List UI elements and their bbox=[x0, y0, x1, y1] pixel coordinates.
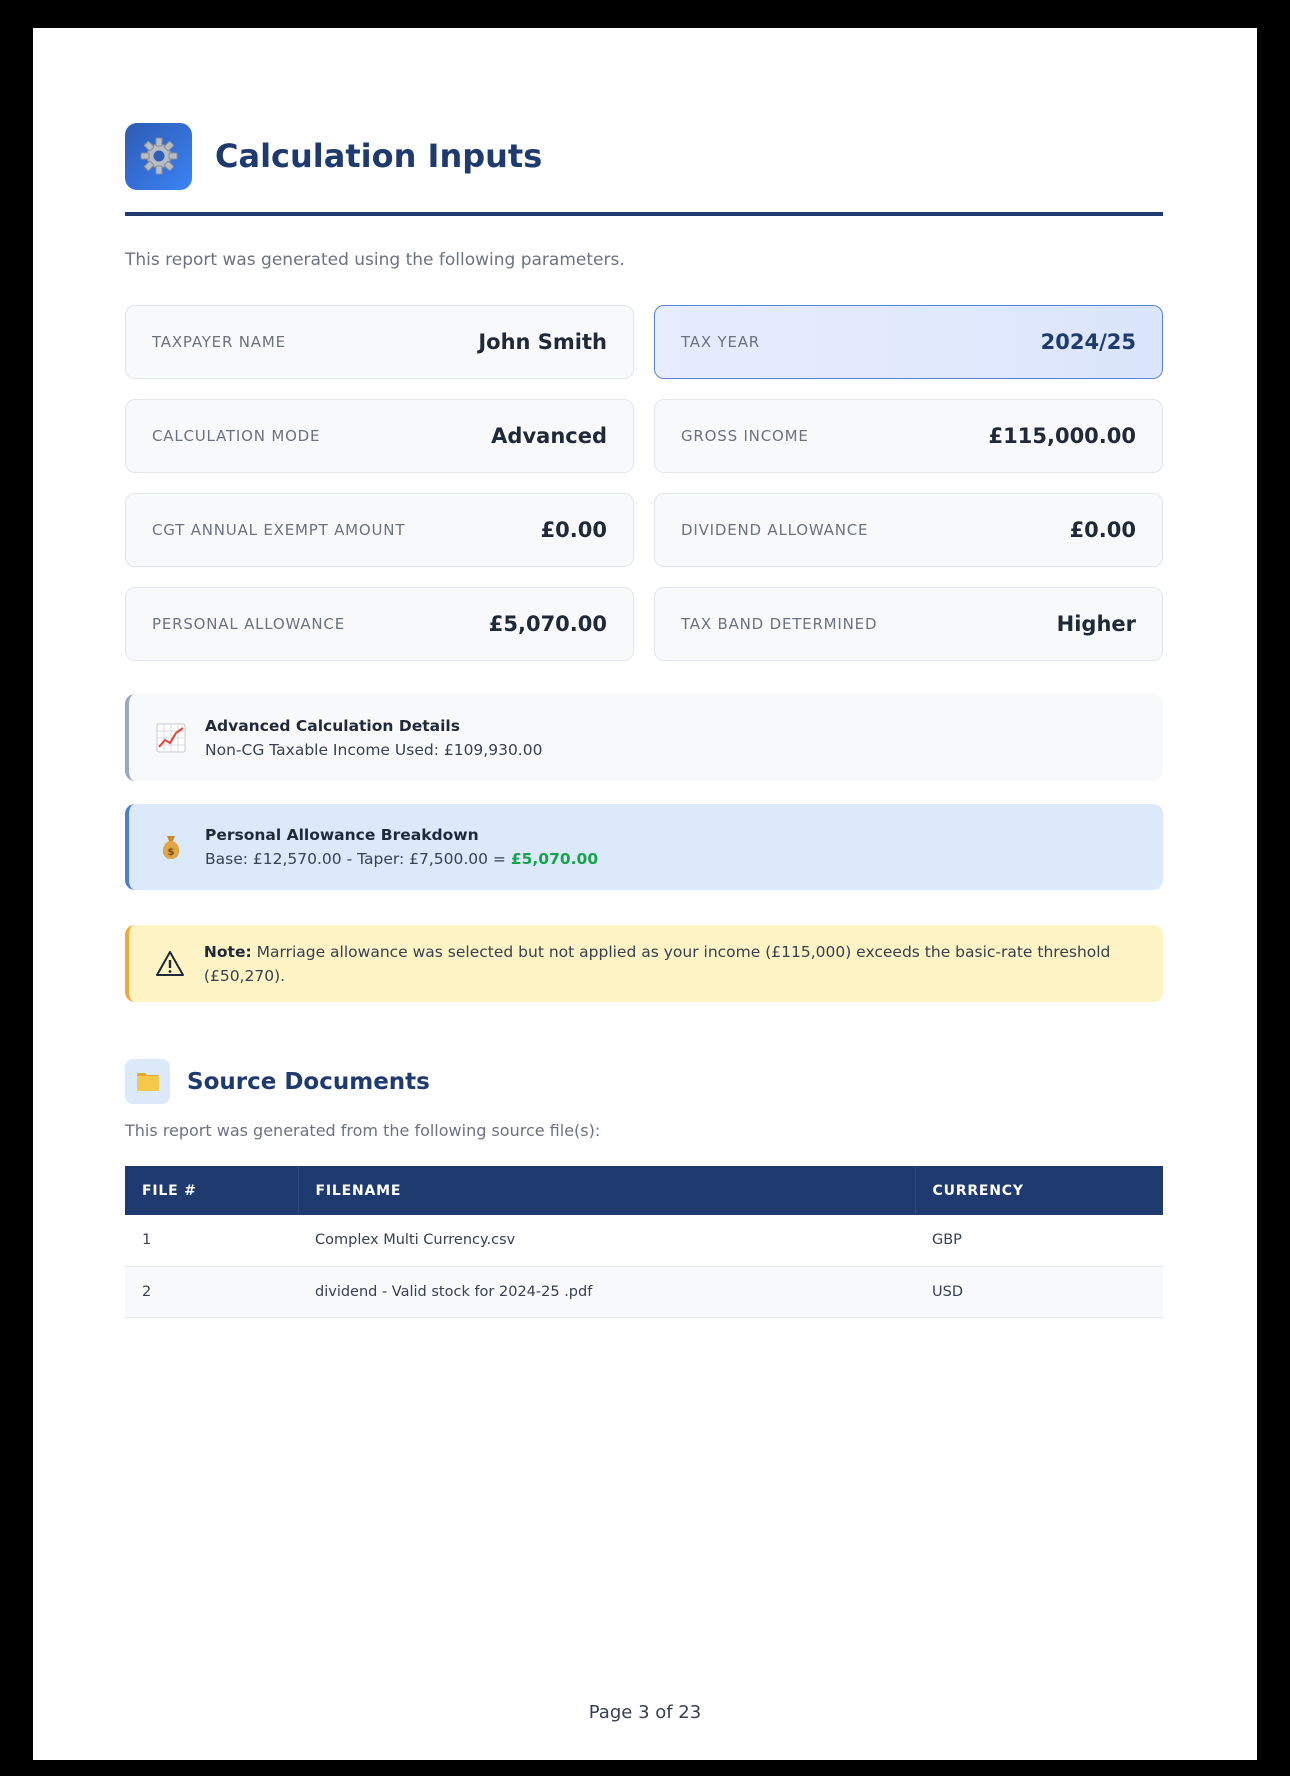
column-header-currency: CURRENCY bbox=[915, 1166, 1163, 1215]
report-page bbox=[33, 28, 1257, 1760]
table-row bbox=[125, 1266, 1163, 1317]
param-value: £5,070.00 bbox=[488, 612, 607, 636]
param-calculation-mode bbox=[125, 399, 634, 473]
cell-currency: USD bbox=[915, 1266, 1163, 1317]
header-divider bbox=[125, 212, 1163, 216]
note-box bbox=[125, 925, 1163, 1002]
note-label: Note: bbox=[203, 942, 252, 961]
folder-icon bbox=[125, 1059, 170, 1104]
param-gross-income bbox=[654, 399, 1163, 473]
param-value: Advanced bbox=[491, 424, 607, 448]
param-tax-band bbox=[654, 587, 1163, 661]
intro-text: This report was generated using the following parameters. bbox=[125, 250, 625, 270]
parameters-grid bbox=[125, 305, 1163, 661]
table-header-row bbox=[125, 1166, 1163, 1215]
page-number: Page 3 of 23 bbox=[588, 1702, 702, 1723]
allowance-breakdown-title: Personal Allowance Breakdown bbox=[205, 826, 479, 844]
source-documents-intro: This report was generated from the following source file(s): bbox=[125, 1121, 601, 1140]
cell-filename: dividend - Valid stock for 2024-25 .pdf bbox=[298, 1266, 915, 1317]
note-text: Marriage allowance was selected but not applied as your income (£115,000) exceeds the basic-rate threshold (£50,270). bbox=[203, 942, 1111, 985]
source-documents-header bbox=[125, 1059, 1163, 1104]
source-documents-table bbox=[125, 1166, 1163, 1318]
param-value: Higher bbox=[1056, 612, 1136, 636]
param-label: CGT ANNUAL EXEMPT AMOUNT bbox=[152, 521, 406, 539]
allowance-breakdown-result: £5,070.00 bbox=[510, 850, 599, 868]
param-label: DIVIDEND ALLOWANCE bbox=[681, 521, 869, 539]
section-header bbox=[125, 122, 1163, 190]
table-row bbox=[125, 1215, 1163, 1266]
param-personal-allowance bbox=[125, 587, 634, 661]
report-content bbox=[125, 122, 1163, 1318]
advanced-details-box bbox=[125, 694, 1163, 781]
param-value: 2024/25 bbox=[1040, 330, 1136, 354]
cell-currency: GBP bbox=[915, 1215, 1163, 1266]
param-label: PERSONAL ALLOWANCE bbox=[152, 615, 345, 633]
allowance-breakdown-text: Base: £12,570.00 - Taper: £7,500.00 = bbox=[205, 850, 511, 868]
param-label: GROSS INCOME bbox=[681, 427, 809, 445]
param-value: £0.00 bbox=[540, 518, 607, 542]
param-label: TAXPAYER NAME bbox=[152, 333, 286, 351]
money-bag-icon bbox=[155, 831, 187, 863]
param-value: £0.00 bbox=[1069, 518, 1136, 542]
param-taxpayer-name bbox=[125, 305, 634, 379]
source-documents-title: Source Documents bbox=[187, 1068, 430, 1095]
cell-file-number: 2 bbox=[125, 1266, 298, 1317]
param-label: CALCULATION MODE bbox=[152, 427, 321, 445]
gear-icon bbox=[125, 123, 192, 190]
param-label: TAX BAND DETERMINED bbox=[681, 615, 878, 633]
param-label: TAX YEAR bbox=[681, 333, 761, 351]
param-tax-year bbox=[654, 305, 1163, 379]
warning-icon bbox=[155, 948, 186, 980]
param-dividend-allowance bbox=[654, 493, 1163, 567]
chart-increasing-icon bbox=[155, 722, 187, 754]
param-value: John Smith bbox=[478, 330, 607, 354]
column-header-file-number: FILE # bbox=[125, 1166, 298, 1215]
cell-file-number: 1 bbox=[125, 1215, 298, 1266]
column-header-filename: FILENAME bbox=[298, 1166, 915, 1215]
param-value: £115,000.00 bbox=[988, 424, 1136, 448]
cell-filename: Complex Multi Currency.csv bbox=[298, 1215, 915, 1266]
allowance-breakdown-box bbox=[125, 804, 1163, 890]
advanced-details-text: Non-CG Taxable Income Used: £109,930.00 bbox=[205, 740, 543, 759]
advanced-details-title: Advanced Calculation Details bbox=[205, 716, 460, 735]
svg-text:$: $ bbox=[167, 847, 175, 858]
param-cgt-exempt-amount bbox=[125, 493, 634, 567]
page-title: Calculation Inputs bbox=[215, 137, 543, 175]
